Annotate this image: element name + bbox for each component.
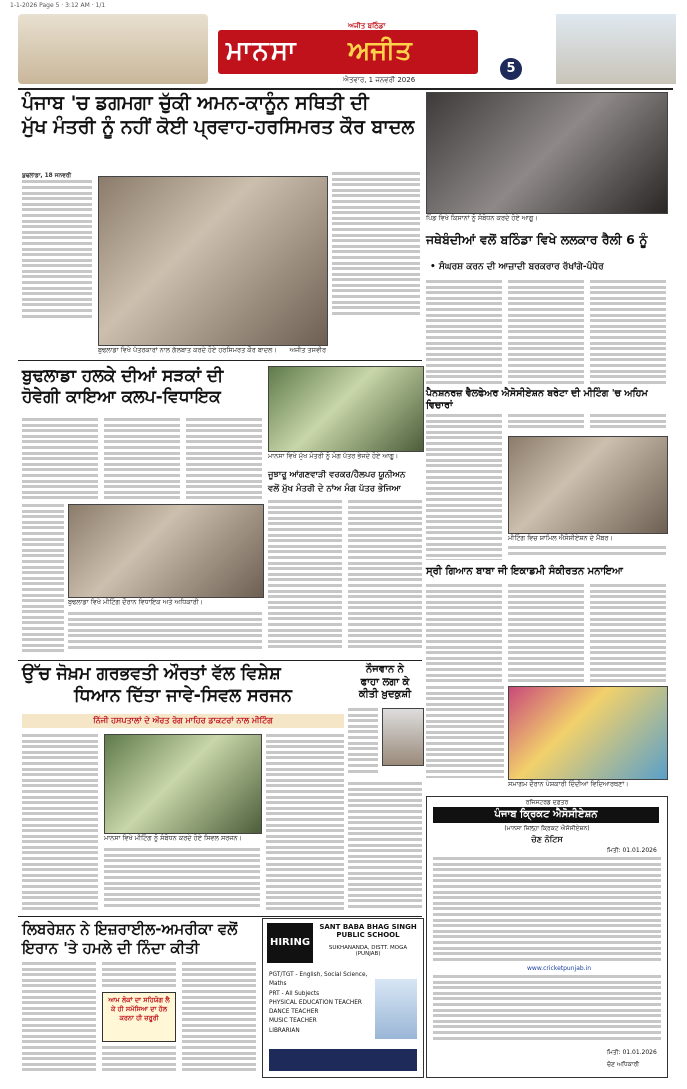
notice-signature-title: ਚੋਣ ਅਧਿਕਾਰੀ [607,1061,640,1068]
section-divider [18,360,422,361]
election-notice [426,796,668,1078]
masthead-rule [18,88,673,90]
lead-dateline: ਬੁਢਲਾਡਾ, 18 ਜਨਵਰੀ [22,173,72,179]
lead-photo-caption: ਬੁਢਲਾਡਾ ਵਿਖੇ ਪੱਤਰਕਾਰਾਂ ਨਾਲ ਗੱਲਬਾਤ ਕਰਦੇ ਹੋਏ ਹਰਸਿਮਰਤ ਕੌਰ ਬਾਦਲ। [98,346,277,354]
youth-portrait [382,708,424,766]
budhlada-col-1 [22,418,98,502]
health-col-3 [266,734,344,910]
budhlada-col-2 [104,418,180,502]
masthead-photo-left [18,14,208,84]
center-photo-caption: ਮਾਨਸਾ ਵਿਖੇ ਮੁੱਖ ਮੰਤਰੀ ਨੂੰ ਮੰਗ ਪੱਤਰ ਭੇਜਦੇ ਹੋਏ ਆਗੂ। [268,452,399,460]
notice-date: ਮਿਤੀ: 01.01.2026 [607,847,657,854]
liberation-col-3 [102,1046,176,1074]
budhlada-col-left [22,504,64,652]
masthead-date: ਐਤਵਾਰ, 1 ਜਨਵਰੀ 2026 [343,76,416,84]
notice-org-top: ਰਜਿਸਟਰਡ ਦਫ਼ਤਰ [525,799,569,806]
budhlada-photo [68,504,264,598]
center-headline-1: ਜੂਝਾਰੂ ਆਂਗਣਵਾੜੀ ਵਰਕਰ/ਹੈਲਪਰ ਯੂਨੀਅਨ [268,470,406,480]
right-mid-photo-caption: ਮੀਟਿੰਗ ਵਿਚ ਸ਼ਾਮਿਲ ਐਸੋਸੀਏਸ਼ਨ ਦੇ ਮੈਂਬਰ। [508,534,613,542]
ad-post: PHYSICAL EDUCATION TEACHER [269,999,362,1006]
notice-title: ਚੋਣ ਨੋਟਿਸ [531,835,563,844]
liberation-headline-1: ਲਿਬਰੇਸ਼ਨ ਨੇ ਇਜ਼ਰਾਈਲ-ਅਮਰੀਕਾ ਵਲੋਂ [22,920,238,938]
page-number: 5 [500,58,522,80]
right-top-col-1 [426,280,502,384]
lead-photo [98,176,328,346]
liberation-headline-2: ਇਰਾਨ 'ਤੇ ਹਮਲੇ ਦੀ ਨਿੰਦਾ ਕੀਤੀ [22,938,200,957]
notice-body-2 [433,975,661,1045]
academy-col-1 [426,584,502,684]
right-top-photo-caption: ਪਿੰਡ ਵਿਖੇ ਕਿਸਾਨਾਂ ਨੂੰ ਸੰਬੋਧਨ ਕਰਦੇ ਹੋਏ ਆਗੂ। [426,214,538,222]
ad-post: MUSIC TEACHER [269,1018,317,1025]
right-top-col-2 [508,280,584,384]
center-headline-2: ਵਲੋਂ ਮੁੱਖ ਮੰਤਰੀ ਦੇ ਨਾਂਅ ਮੰਗ ਪੱਤਰ ਭੇਜਿਆ [268,484,401,494]
ad-contact-bar [269,1049,417,1071]
masthead-title-left: ਮਾਨਸਾ [226,36,298,66]
health-col-1 [22,734,98,910]
liberation-col-1 [22,962,96,1074]
section-divider-3 [18,916,422,917]
right-mid-col-2 [508,414,584,434]
right-mid-headline: ਪੈਨਸ਼ਨਰਜ਼ ਵੈਲਫੇਅਰ ਐਸੋਸੀਏਸ਼ਨ ਬਰੇਟਾ ਦੀ ਮੀਟਿੰਗ 'ਚ ਅਹਿਮ ਵਿਚਾਰਾਂ [426,388,648,411]
budhlada-photo-caption: ਬੁਢਲਾਡਾ ਵਿਖੇ ਮੀਟਿੰਗ ਦੌਰਾਨ ਵਿਧਾਇਕ ਅਤੇ ਅਧਿਕਾਰੀ। [68,598,203,606]
ad-building-image [375,979,417,1039]
ad-post: LIBRARIAN [269,1027,300,1034]
right-top-col-3 [590,280,666,384]
right-mid-photo [508,436,668,534]
liberation-col-2 [102,962,176,990]
notice-body-1 [433,857,661,963]
health-story [22,664,344,914]
health-tagline: ਨਿੱਜੀ ਹਸਪਤਾਲਾਂ ਦੇ ਔਰਤ ਰੋਗ ਮਾਹਿਰ ਡਾਕਟਰਾਂ ਨਾਲ ਮੀਟਿੰਗ [22,714,344,728]
ad-school-address: SUKHANANDA, DISTT. MOGA (PUNJAB) [328,945,408,957]
print-footer [0,1079,687,1089]
health-headline-2: ਧਿਆਨ ਦਿੱਤਾ ਜਾਵੇ-ਸਿਵਲ ਸਰਜਨ [74,685,292,706]
youth-col-bottom [348,782,422,910]
right-top-subheadline: • ਸੰਘਰਸ਼ ਕਰਨ ਦੀ ਆਜ਼ਾਦੀ ਬਰਕਰਾਰ ਰੱਖਾਂਗੇ-ਪੰਧੇਰ [430,262,604,272]
masthead-logo [218,30,478,74]
lead-photo-credit: ਅਜੀਤ ਤਸਵੀਰ [289,346,326,354]
ad-post: DANCE TEACHER [269,1009,319,1016]
right-mid-col-bottom [508,546,666,562]
lead-column-1 [22,172,92,352]
budhlada-story [22,366,262,656]
budhlada-headline-2: ਹੋਵੇਗੀ ਕਾਇਆ ਕਲਪ-ਵਿਧਾਇਕ [22,387,221,408]
masthead-subtitle: ਅਜੀਤ ਬਠਿੰਡਾ [348,22,386,30]
masthead [18,14,676,84]
lead-headline-1: ਪੰਜਾਬ 'ਚ ਡਗਮਗਾ ਚੁੱਕੀ ਅਮਨ-ਕਾਨੂੰਨ ਸਥਿਤੀ ਦੀ [22,92,369,114]
academy-headline: ਸ੍ਰੀ ਗਿਆਨ ਬਾਬਾ ਜੀ ਇਕਾਡਮੀ ਸੰਕੀਰਤਨ ਮਨਾਇਆ [426,566,623,577]
right-top-photo [426,92,668,214]
right-mid-story [426,414,666,564]
lead-column-2 [332,172,420,352]
academy-photo-caption: ਸਮਾਗਮ ਦੌਰਾਨ ਪੇਸ਼ਕਾਰੀ ਦਿੰਦੀਆਂ ਵਿਦਿਆਰਥਣਾਂ। [508,780,629,788]
print-meta-line: 1-1-2026 Page 5 · 3:12 AM · 1/1 [10,2,106,9]
youth-headline-1: ਨੌਜਵਾਨ ਨੇ [366,664,404,675]
center-col-1 [268,500,342,650]
academy-photo [508,686,668,780]
health-headline-1: ਉੱਚ ਜੋਖ਼ਮ ਗਰਭਵਤੀ ਔਰਤਾਂ ਵੱਲ ਵਿਸ਼ੇਸ਼ [22,664,281,684]
youth-story [348,664,422,914]
notice-signature-date: ਮਿਤੀ: 01.01.2026 [607,1049,657,1056]
center-story [268,366,422,656]
health-photo-caption: ਮਾਨਸਾ ਵਿਖੇ ਮੀਟਿੰਗ ਨੂੰ ਸੰਬੋਧਨ ਕਰਦੇ ਹੋਏ ਸਿਵਲ ਸਰਜਨ। [104,834,242,842]
academy-col-left [426,686,504,778]
lead-headline-2: ਮੁੱਖ ਮੰਤਰੀ ਨੂੰ ਨਹੀਂ ਕੋਈ ਪ੍ਰਵਾਹ-ਹਰਸਿਮਰਤ ਕੌਰ ਬਾਦਲ [22,115,415,138]
budhlada-col-3 [186,418,262,502]
youth-headline-2: ਫਾਹਾ ਲਗਾ ਕੇ [360,676,410,688]
section-divider-2 [18,660,422,661]
youth-headline-3: ਕੀਤੀ ਖ਼ੁਦਕੁਸ਼ੀ [358,689,412,700]
youth-col-top [348,708,378,778]
notice-org-sub: (ਮਾਨਸਾ ਜ਼ਿਲ੍ਹਾ ਕ੍ਰਿਕਟ ਐਸੋਸੀਏਸ਼ਨ) [504,825,590,832]
budhlada-col-bottom [68,612,262,652]
right-top-story [426,92,666,411]
masthead-photo-right [556,14,676,84]
notice-org-name: ਪੰਜਾਬ ਕ੍ਰਿਕਟ ਐਸੋਸੀਏਸ਼ਨ [433,807,659,823]
notice-website[interactable]: www.cricketpunjab.in [527,965,592,972]
ad-school-name: SANT BABA BHAG SINGH PUBLIC SCHOOL [319,923,417,939]
liberation-col-4 [182,962,256,1074]
ad-post: PGT/TGT - English, Social Science, Maths [269,972,368,988]
ad-hiring-label: HIRING [267,923,313,963]
liberation-inner-box: ਆਮ ਲੋਕਾਂ ਦਾ ਸਹਿਯੋਗ ਲੈ ਕੇ ਹੀ ਸਮੱਸਿਆ ਦਾ ਹੱਲ ਕਰਨਾ ਹੀ ਜ਼ਰੂਰੀ [102,992,176,1042]
center-col-2 [348,500,422,650]
health-photo [104,734,262,834]
lead-story [22,92,420,358]
budhlada-headline-1: ਬੁਢਲਾਡਾ ਹਲਕੇ ਦੀਆਂ ਸੜਕਾਂ ਦੀ [22,366,224,386]
ad-post: PRT - All Subjects [269,990,320,997]
right-top-headline: ਜਥੇਬੰਦੀਆਂ ਵਲੋਂ ਬਠਿੰਡਾ ਵਿਖੇ ਲਲਕਾਰ ਰੈਲੀ 6 ਨੂੰ [426,232,648,247]
right-mid-col-3 [590,414,666,434]
center-photo [268,366,424,452]
health-col-2 [104,848,260,910]
academy-story [426,566,666,686]
academy-col-3 [590,584,666,684]
masthead-title-right: ਅਜੀਤ [348,36,412,66]
school-ad [262,918,424,1078]
ad-posts-list [269,971,369,1036]
academy-col-2 [508,584,584,684]
right-mid-col-1 [426,414,502,560]
